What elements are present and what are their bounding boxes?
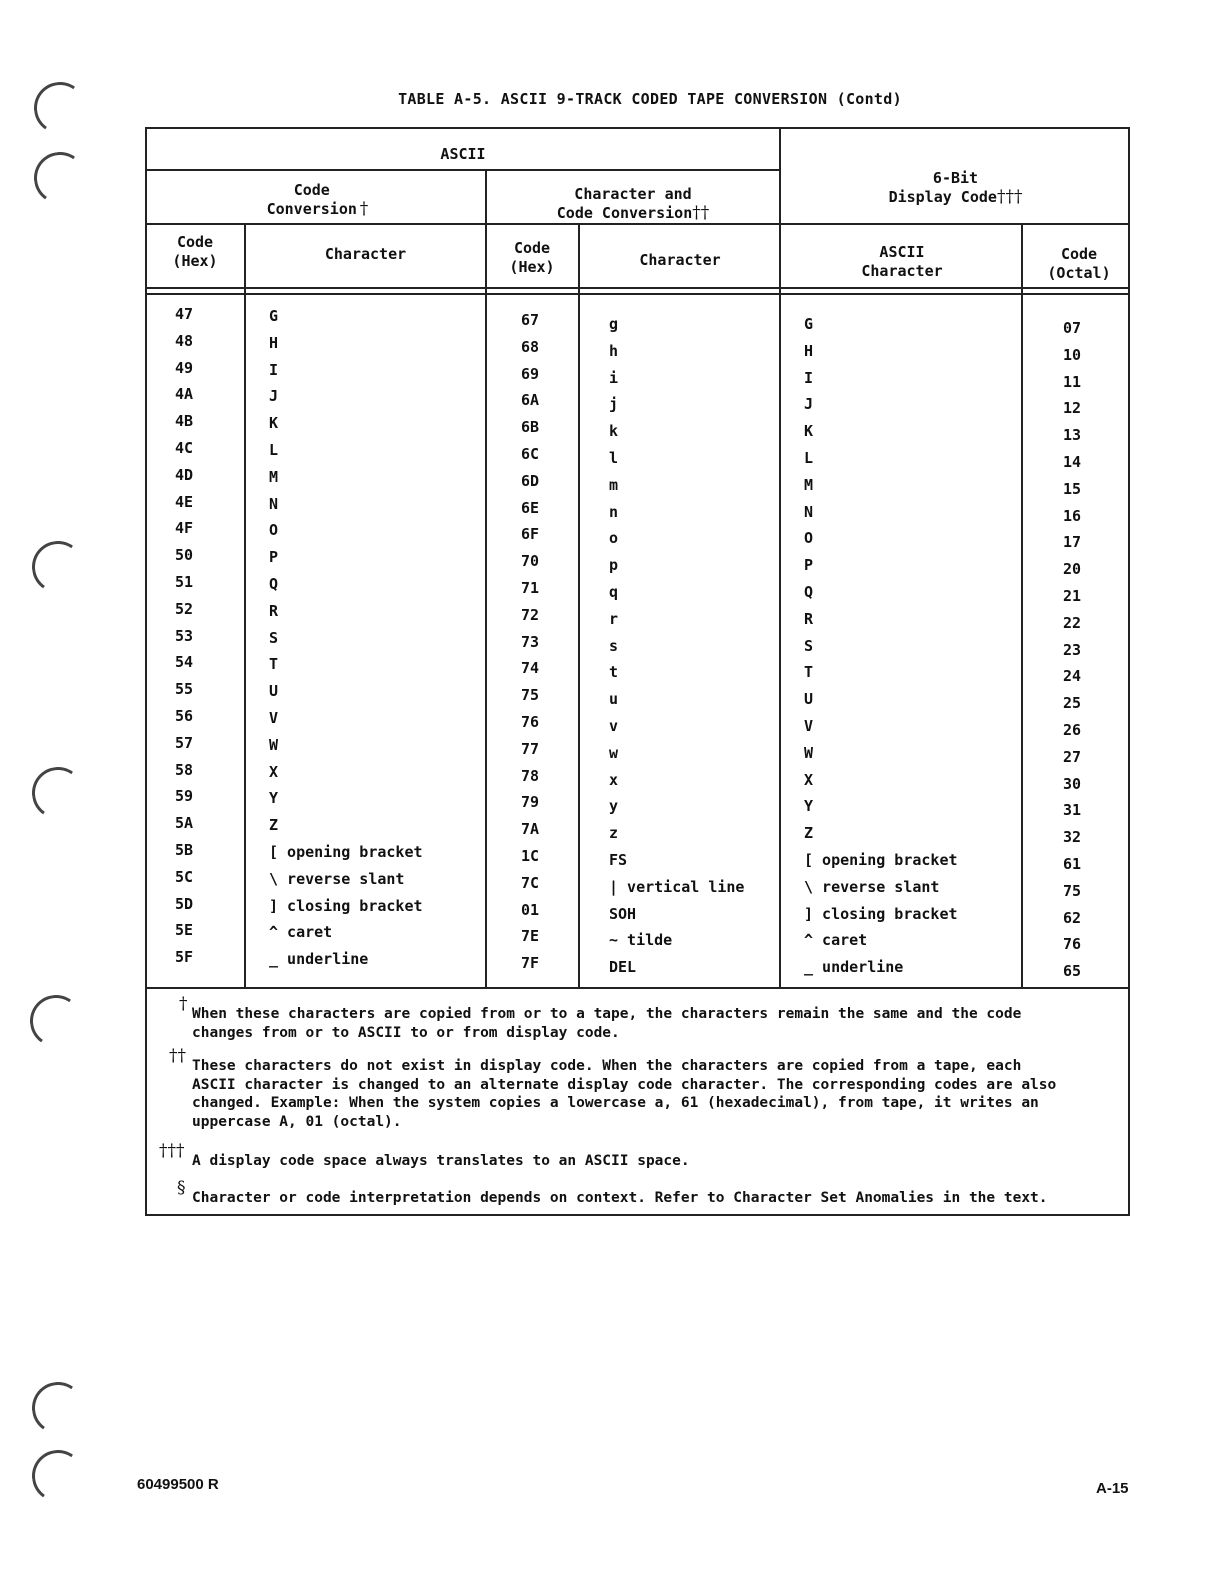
cell-character-2: v <box>609 717 619 735</box>
char-code-conversion-line1: Character and <box>574 185 692 203</box>
cell-code-octal: 27 <box>1063 747 1082 766</box>
footnote-text: ASCII character is changed to an alternate display code character. The corresponding codes are also <box>192 1076 1057 1093</box>
footnote-text: When these characters are copied from or to a tape, the characters remain the same and the code <box>192 1006 1022 1022</box>
cell-character-1: T <box>269 655 279 674</box>
cell-ascii-character: Q <box>804 583 814 601</box>
rule <box>147 287 1130 289</box>
cell-code-octal: 62 <box>1063 908 1082 927</box>
cell-code-hex-2: 76 <box>521 713 540 731</box>
cell-ascii-character: ] closing bracket <box>804 904 958 923</box>
cell-code-octal: 16 <box>1063 506 1082 525</box>
cell-character-1: H <box>269 333 279 352</box>
footnote-text: changed. Example: When the system copies a lowercase a, 61 (hexadecimal), from tape, it writes an <box>192 1095 1039 1111</box>
cell-code-hex-1: 51 <box>175 573 194 591</box>
dagger-mark: † <box>359 199 369 219</box>
footnote-text: These characters do not exist in display code. When the characters are copied from a tape, each <box>192 1058 1022 1074</box>
cell-code-octal: 24 <box>1063 667 1082 686</box>
cell-code-hex-1: 47 <box>175 305 194 323</box>
cell-character-2: | vertical line <box>609 877 745 896</box>
cell-character-2: p <box>609 556 619 575</box>
col-header-code-hex-2: Code (Hex) <box>509 239 555 276</box>
cell-ascii-character: _ underline <box>804 958 904 977</box>
cell-code-hex-2: 70 <box>521 552 540 571</box>
cell-character-2: FS <box>609 851 628 869</box>
cell-ascii-character: G <box>804 315 814 333</box>
cell-character-1: O <box>269 521 279 540</box>
footnote-text: changes from or to ASCII to or from display code. <box>192 1024 620 1041</box>
cell-code-octal: 65 <box>1063 962 1082 981</box>
cell-character-2: l <box>609 449 619 467</box>
cell-character-2: SOH <box>609 904 637 923</box>
cell-code-hex-2: 75 <box>521 686 540 705</box>
cell-ascii-character: I <box>804 368 814 387</box>
cell-code-octal: 32 <box>1063 828 1082 847</box>
col-header-ascii-character: ASCII Character <box>861 243 943 280</box>
cell-character-1: N <box>269 494 279 513</box>
char-code-conversion-header <box>487 185 779 223</box>
cell-ascii-character: X <box>804 770 814 789</box>
footnote-text: A display code space always translates to an ASCII space. <box>192 1153 690 1169</box>
cell-ascii-character: W <box>804 743 814 762</box>
char-code-conversion-line2: Code Conversion <box>556 204 693 222</box>
cell-ascii-character: Z <box>804 824 814 843</box>
cell-character-1: P <box>269 548 279 567</box>
cell-ascii-character: L <box>804 449 814 467</box>
cell-code-hex-2: 7C <box>521 873 540 892</box>
cell-code-octal: 07 <box>1063 319 1082 337</box>
cell-character-2: g <box>609 315 619 333</box>
cell-character-2: t <box>609 663 619 682</box>
cell-ascii-character: P <box>804 556 814 575</box>
display-code-line2: Display Code <box>888 188 997 206</box>
cell-character-1: J <box>269 387 279 406</box>
footnote-mark: † <box>179 994 188 1014</box>
cell-code-hex-2: 7A <box>521 820 540 839</box>
cell-character-1: M <box>269 467 279 486</box>
cell-code-hex-1: 5D <box>175 894 194 913</box>
cell-code-hex-1: 54 <box>175 653 194 672</box>
rule <box>147 169 780 171</box>
col-header-code-octal: Code (Octal) <box>1047 245 1111 282</box>
cell-character-1: X <box>269 762 279 781</box>
display-code-line1: 6-Bit <box>932 169 979 187</box>
punch-hole <box>28 1446 88 1506</box>
cell-code-hex-1: 5F <box>175 948 194 967</box>
cell-character-2: y <box>609 797 619 816</box>
cell-code-hex-2: 6A <box>521 391 540 410</box>
cell-ascii-character: H <box>804 341 814 360</box>
cell-code-hex-2: 71 <box>521 579 540 597</box>
cell-character-2: ~ tilde <box>609 931 673 950</box>
cell-ascii-character: U <box>804 690 814 709</box>
cell-code-hex-2: 6F <box>521 525 540 544</box>
cell-code-octal: 21 <box>1063 587 1082 605</box>
rule <box>147 223 1130 225</box>
cell-code-octal: 25 <box>1063 694 1082 713</box>
cell-code-hex-1: 52 <box>175 599 194 618</box>
cell-code-hex-2: 67 <box>521 311 540 329</box>
code-conversion-header <box>147 181 485 219</box>
rule <box>578 225 580 989</box>
footnote-text: Character or code interpretation depends on context. Refer to Character Set Anomalies in the text. <box>192 1190 1048 1206</box>
cell-code-hex-1: 4A <box>175 385 194 404</box>
cell-code-octal: 20 <box>1063 560 1082 579</box>
cell-code-hex-2: 74 <box>521 659 540 678</box>
punch-hole <box>28 537 88 597</box>
cell-code-hex-1: 4B <box>175 412 194 431</box>
cell-character-2: k <box>609 422 619 441</box>
cell-character-2: z <box>609 824 619 843</box>
cell-character-2: u <box>609 690 619 709</box>
cell-character-1: I <box>269 360 279 379</box>
cell-code-hex-1: 5B <box>175 841 194 859</box>
cell-code-hex-2: 7E <box>521 927 540 946</box>
cell-code-octal: 22 <box>1063 613 1082 632</box>
cell-code-octal: 10 <box>1063 345 1082 364</box>
cell-character-1: Z <box>269 816 279 835</box>
cell-code-hex-1: 4F <box>175 519 194 538</box>
cell-character-2: m <box>609 475 619 494</box>
punch-hole <box>30 148 90 208</box>
cell-character-1: G <box>269 307 279 325</box>
code-conversion-label: Code Conversion <box>266 181 357 218</box>
cell-character-2: x <box>609 770 619 789</box>
cell-code-octal: 14 <box>1063 453 1082 471</box>
cell-code-hex-2: 01 <box>521 900 540 919</box>
cell-code-octal: 17 <box>1063 533 1082 552</box>
cell-ascii-character: ^ caret <box>804 931 868 950</box>
cell-ascii-character: T <box>804 663 814 682</box>
cell-ascii-character: [ opening bracket <box>804 851 958 869</box>
footnote-text: uppercase A, 01 (octal). <box>192 1113 402 1130</box>
cell-character-1: W <box>269 735 279 754</box>
cell-code-hex-1: 53 <box>175 626 194 645</box>
cell-character-1: S <box>269 628 279 647</box>
cell-code-hex-1: 5E <box>175 921 194 940</box>
cell-ascii-character: V <box>804 717 814 735</box>
cell-character-1: \ reverse slant <box>269 869 405 888</box>
ascii-group-header: ASCII <box>440 145 486 163</box>
cell-character-1: R <box>269 601 279 620</box>
conversion-table <box>145 127 1130 1216</box>
cell-character-2: h <box>609 341 619 360</box>
cell-ascii-character: \ reverse slant <box>804 877 940 896</box>
cell-code-hex-1: 56 <box>175 707 194 725</box>
cell-code-hex-2: 78 <box>521 766 540 785</box>
cell-character-2: i <box>609 368 619 387</box>
col-header-character-2: Character <box>639 251 721 269</box>
table-title: TABLE A-5. ASCII 9-TRACK CODED TAPE CONVERSION (Contd) <box>398 90 902 108</box>
cell-code-octal: 30 <box>1063 774 1082 793</box>
cell-code-hex-2: 69 <box>521 364 540 383</box>
cell-character-2: w <box>609 743 619 762</box>
cell-code-octal: 13 <box>1063 426 1082 445</box>
cell-ascii-character: N <box>804 502 814 521</box>
cell-code-octal: 15 <box>1063 479 1082 498</box>
cell-code-hex-1: 5A <box>175 814 194 833</box>
cell-ascii-character: J <box>804 395 814 414</box>
cell-ascii-character: Y <box>804 797 814 816</box>
double-dagger-mark: †† <box>692 203 710 223</box>
cell-character-1: L <box>269 441 279 459</box>
cell-character-1: ^ caret <box>269 923 333 942</box>
cell-code-octal: 11 <box>1063 372 1082 391</box>
cell-code-hex-1: 59 <box>175 787 194 806</box>
cell-code-hex-1: 4C <box>175 439 194 457</box>
cell-code-hex-1: 50 <box>175 546 194 565</box>
col-header-code-hex-1: Code (Hex) <box>172 233 218 270</box>
cell-code-hex-2: 72 <box>521 605 540 624</box>
cell-code-hex-1: 4D <box>175 465 194 484</box>
cell-character-2: s <box>609 636 619 655</box>
cell-character-1: ] closing bracket <box>269 896 423 915</box>
punch-hole <box>26 991 86 1051</box>
cell-character-2: o <box>609 529 619 548</box>
cell-character-2: j <box>609 395 619 414</box>
cell-code-hex-2: 7F <box>521 954 540 973</box>
cell-code-hex-1: 48 <box>175 331 194 350</box>
cell-character-1: V <box>269 709 279 727</box>
cell-character-1: K <box>269 414 279 433</box>
cell-character-2: q <box>609 583 619 601</box>
cell-ascii-character: S <box>804 636 814 655</box>
cell-code-hex-2: 1C <box>521 847 540 865</box>
footnote-mark: § <box>177 1178 186 1198</box>
rule <box>1021 225 1023 989</box>
cell-code-hex-1: 5C <box>175 867 194 886</box>
rule <box>147 987 1130 989</box>
cell-ascii-character: M <box>804 475 814 494</box>
cell-code-hex-2: 6E <box>521 498 540 517</box>
display-code-header <box>781 169 1130 207</box>
triple-dagger-mark: ††† <box>996 187 1023 207</box>
cell-character-2: n <box>609 502 619 521</box>
punch-hole <box>28 1378 88 1438</box>
cell-code-hex-2: 6B <box>521 418 540 437</box>
cell-code-hex-1: 55 <box>175 680 194 699</box>
footnote-mark: ††† <box>159 1141 185 1161</box>
rule <box>485 171 487 989</box>
cell-ascii-character: K <box>804 422 814 441</box>
cell-code-octal: 76 <box>1063 935 1082 954</box>
cell-ascii-character: R <box>804 609 814 628</box>
cell-code-hex-1: 49 <box>175 358 194 377</box>
cell-code-hex-2: 6C <box>521 445 540 463</box>
footnote-mark: †† <box>169 1046 186 1066</box>
rule <box>147 293 1130 295</box>
cell-code-hex-2: 77 <box>521 739 540 758</box>
cell-character-1: _ underline <box>269 950 369 969</box>
cell-character-1: Q <box>269 575 279 593</box>
cell-code-octal: 12 <box>1063 399 1082 418</box>
cell-character-2: r <box>609 609 619 628</box>
col-header-character-1: Character <box>324 245 407 263</box>
cell-ascii-character: O <box>804 529 814 548</box>
punch-hole <box>28 763 88 823</box>
cell-character-1: Y <box>269 789 279 808</box>
cell-code-octal: 23 <box>1063 640 1082 659</box>
cell-character-1: [ opening bracket <box>269 843 423 861</box>
cell-code-hex-2: 73 <box>521 632 540 651</box>
rule <box>244 225 246 989</box>
cell-code-octal: 61 <box>1063 855 1082 873</box>
cell-code-hex-2: 68 <box>521 337 540 356</box>
page-number: A-15 <box>1096 1480 1129 1497</box>
cell-code-hex-2: 6D <box>521 471 540 490</box>
cell-code-hex-1: 58 <box>175 760 194 779</box>
cell-character-1: U <box>269 682 279 701</box>
cell-code-hex-1: 4E <box>175 492 194 511</box>
cell-code-octal: 26 <box>1063 721 1082 739</box>
cell-code-octal: 31 <box>1063 801 1082 820</box>
cell-character-2: DEL <box>609 958 637 977</box>
cell-code-hex-2: 79 <box>521 793 540 812</box>
punch-hole <box>30 78 90 138</box>
cell-code-octal: 75 <box>1063 881 1082 900</box>
document-number: 60499500 R <box>137 1476 219 1493</box>
cell-code-hex-1: 57 <box>175 733 194 752</box>
